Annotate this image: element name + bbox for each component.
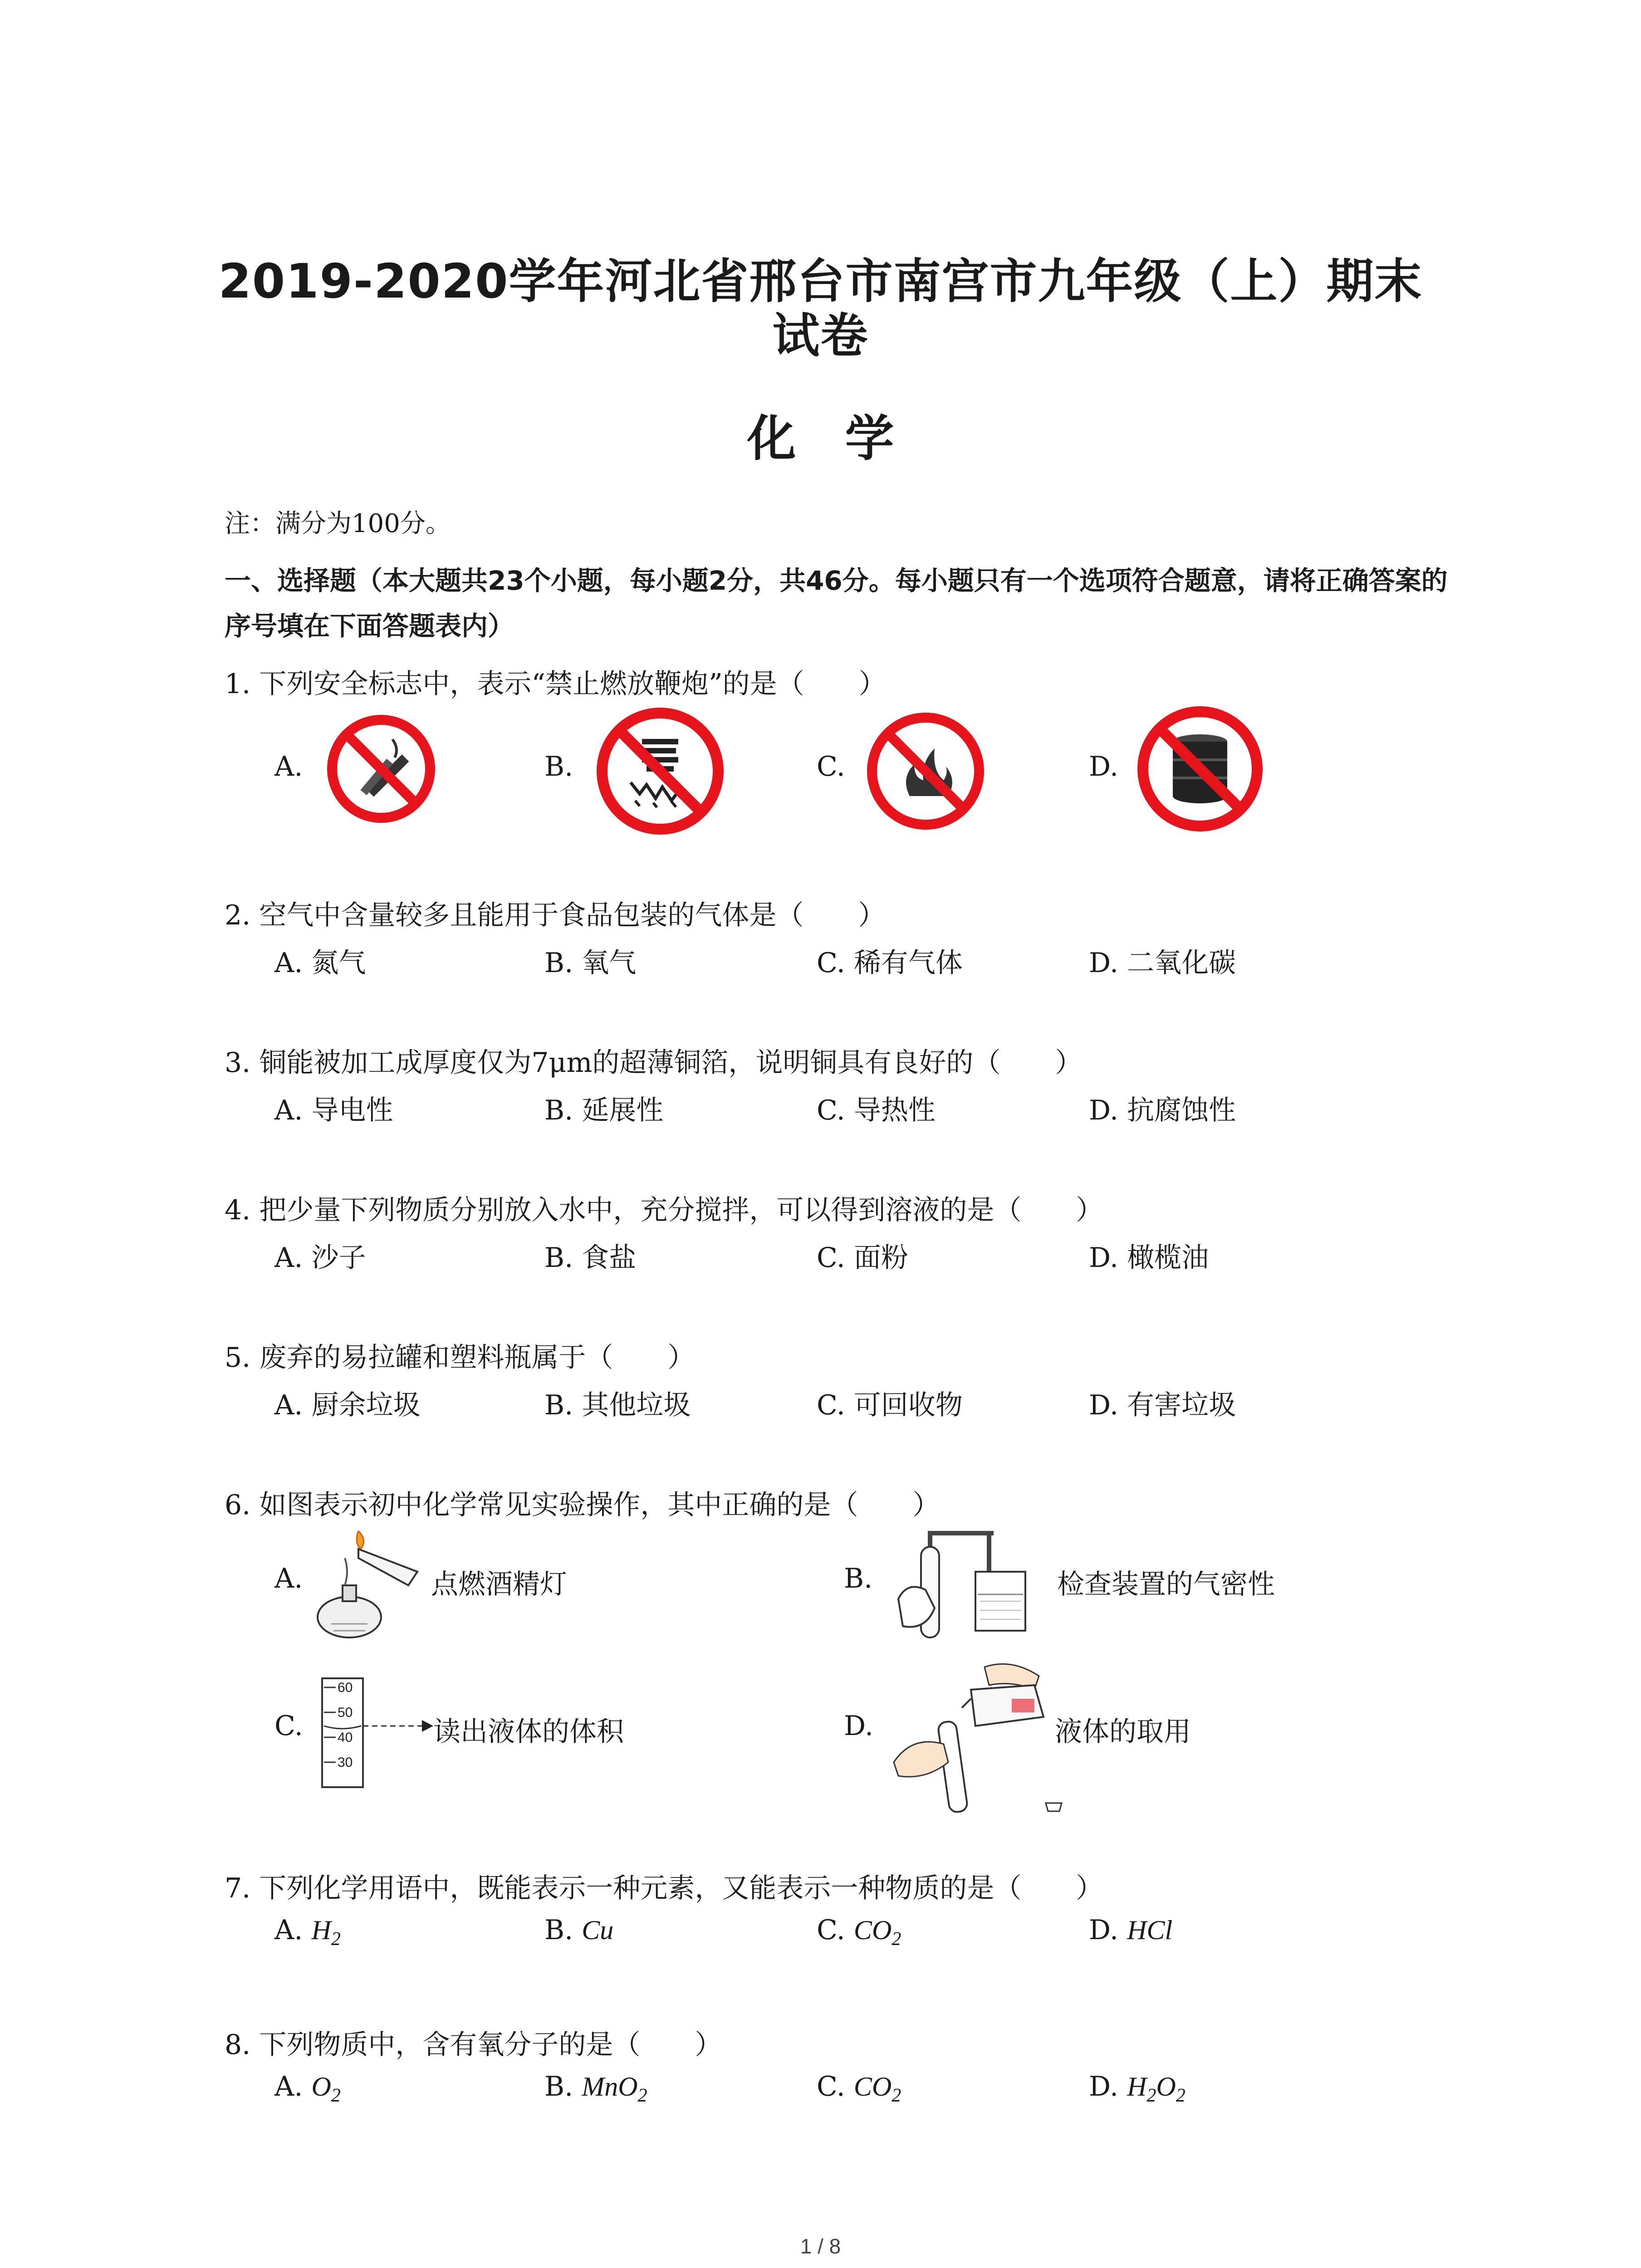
q4-option-b: B. 食盐 xyxy=(544,1242,637,1274)
q6-option-a: A. xyxy=(274,1563,303,1594)
q4-option-c: C. 面粉 xyxy=(817,1242,908,1274)
q1-option-a: A. xyxy=(274,751,303,782)
exam-title-line2: 试卷 xyxy=(772,308,869,363)
q6-caption-a: 点燃酒精灯 xyxy=(431,1569,567,1600)
question-6-stem: 6. 如图表示初中化学常见实验操作，其中正确的是（ ） xyxy=(225,1489,940,1521)
q8-option-b: B. MnO$_2$ xyxy=(544,2071,647,2106)
no-smoking-sign-icon xyxy=(324,712,438,826)
cylinder-tick-40: 40 xyxy=(338,1730,353,1745)
q1-option-c: C. xyxy=(817,751,845,782)
question-5-stem: 5. 废弃的易拉罐和塑料瓶属于（ ） xyxy=(225,1342,695,1374)
q4-option-d: D. 橄榄油 xyxy=(1089,1242,1209,1274)
alcohol-lamp-lighting-icon xyxy=(313,1522,431,1644)
section-heading: 一、选择题（本大题共23个小题，每小题2分，共46分。每小题只有一个选项符合题意，请将正确答案的序号填在下面答题表内） xyxy=(225,565,1448,641)
q1-option-b: B. xyxy=(544,751,573,782)
page-number: 1 / 8 xyxy=(800,2234,841,2258)
q3-option-c: C. 导热性 xyxy=(817,1095,936,1126)
q6-option-b: B. xyxy=(844,1563,873,1594)
subject-title: 化 学 xyxy=(747,411,894,467)
question-3-stem: 3. 铜能被加工成厚度仅为7μm的超薄铜箔，说明铜具有良好的（ ） xyxy=(225,1047,1083,1079)
liquid-pouring-icon xyxy=(889,1658,1080,1821)
cylinder-tick-50: 50 xyxy=(338,1705,353,1720)
q5-option-d: D. 有害垃圾 xyxy=(1089,1389,1236,1421)
q5-option-a: A. 厨余垃圾 xyxy=(274,1389,421,1421)
q7-option-b: B. Cu xyxy=(544,1914,614,1946)
q7-option-d: D. HCl xyxy=(1089,1914,1173,1946)
question-2-stem: 2. 空气中含量较多且能用于食品包装的气体是（ ） xyxy=(225,899,886,931)
score-note: 注：满分为100分。 xyxy=(225,509,451,538)
q6-option-d: D. xyxy=(844,1710,874,1742)
question-4-stem: 4. 把少量下列物质分别放入水中，充分搅拌，可以得到溶液的是（ ） xyxy=(225,1194,1103,1226)
q8-option-c: C. $CO_2$ xyxy=(817,2071,901,2106)
q2-option-b: B. 氧气 xyxy=(544,947,637,979)
q8-option-d: D. $H_2O_2$ xyxy=(1089,2071,1185,2106)
q6-caption-c: 读出液体的体积 xyxy=(433,1716,624,1748)
q3-option-a: A. 导电性 xyxy=(274,1095,393,1126)
q5-option-c: C. 可回收物 xyxy=(817,1389,963,1421)
q5-option-b: B. 其他垃圾 xyxy=(544,1389,691,1421)
q3-option-d: D. 抗腐蚀性 xyxy=(1089,1095,1236,1126)
no-oil-drum-sign-icon xyxy=(1134,703,1266,835)
airtightness-check-apparatus-icon xyxy=(889,1522,1066,1653)
q8-option-a: A. $O_2$ xyxy=(274,2071,341,2106)
q3-option-b: B. 延展性 xyxy=(544,1095,664,1126)
no-firecrackers-sign-icon xyxy=(594,705,726,837)
q6-option-c: C. xyxy=(274,1710,303,1742)
q1-option-d: D. xyxy=(1089,751,1119,782)
q2-option-d: D. 二氧化碳 xyxy=(1089,947,1236,979)
q7-option-a: A. $H_2$ xyxy=(274,1914,341,1950)
q4-option-a: A. 沙子 xyxy=(274,1242,366,1274)
cylinder-tick-60: 60 xyxy=(338,1680,353,1695)
cylinder-tick-30: 30 xyxy=(338,1755,353,1770)
no-open-flame-sign-icon xyxy=(864,710,987,832)
exam-title-line1: 2019-2020学年河北省邢台市南宫市九年级（上）期末 xyxy=(218,254,1423,309)
q2-option-a: A. 氮气 xyxy=(274,947,366,979)
question-7-stem: 7. 下列化学用语中，既能表示一种元素，又能表示一种物质的是（ ） xyxy=(225,1872,1103,1904)
q6-caption-b: 检查装置的气密性 xyxy=(1057,1569,1275,1600)
graduated-cylinder-reading-icon xyxy=(318,1674,436,1792)
question-8-stem: 8. 下列物质中，含有氧分子的是（ ） xyxy=(225,2029,722,2061)
question-1-stem: 1. 下列安全标志中，表示“禁止燃放鞭炮”的是（ ） xyxy=(225,668,886,700)
q7-option-c: C. $CO_2$ xyxy=(817,1914,901,1950)
q6-caption-d: 液体的取用 xyxy=(1055,1716,1191,1748)
q2-option-c: C. 稀有气体 xyxy=(817,947,963,979)
